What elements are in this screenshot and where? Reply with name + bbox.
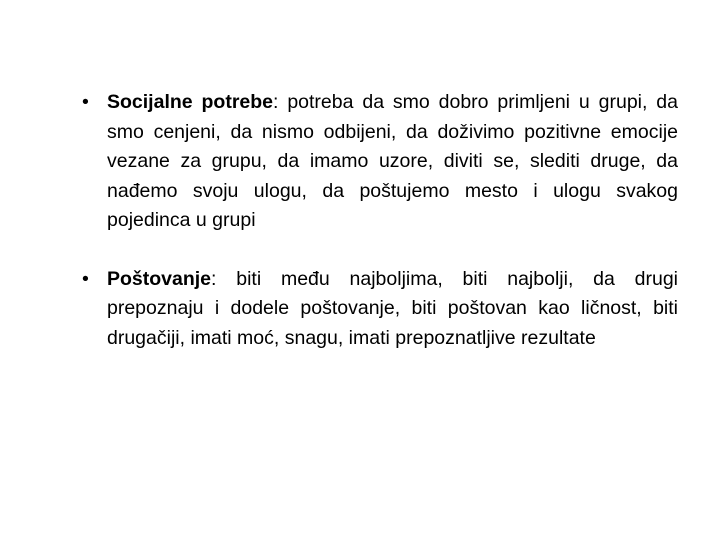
bullet-list: [82, 88, 678, 353]
bullet-description: : potreba da smo dobro primljeni u grupi, da smo cenjeni, da nismo odbijeni, da doživimo pozitivne emocije vezane za grupu, da imamo uzore, diviti se, slediti druge, da nađemo svoju ulogu, da poštujemo mesto i ulogu svakog pojedinca u grupi: [107, 91, 678, 231]
bullet-term: Poštovanje: [107, 267, 212, 290]
bullet-icon: •: [82, 91, 89, 113]
bullet-term: Socijalne potrebe: [107, 91, 274, 113]
bullet-description: : biti među najboljima, biti najbolji, da drugi prepoznaju i dodele poštovanje, biti poštovan kao ličnost, biti drugačiji, imati moć, snagu, imati prepoznatljive rezultate: [107, 267, 678, 349]
bullet-icon: •: [82, 267, 89, 290]
bullet-item-respect: [82, 265, 678, 354]
bullet-item-social-needs: [82, 88, 678, 236]
